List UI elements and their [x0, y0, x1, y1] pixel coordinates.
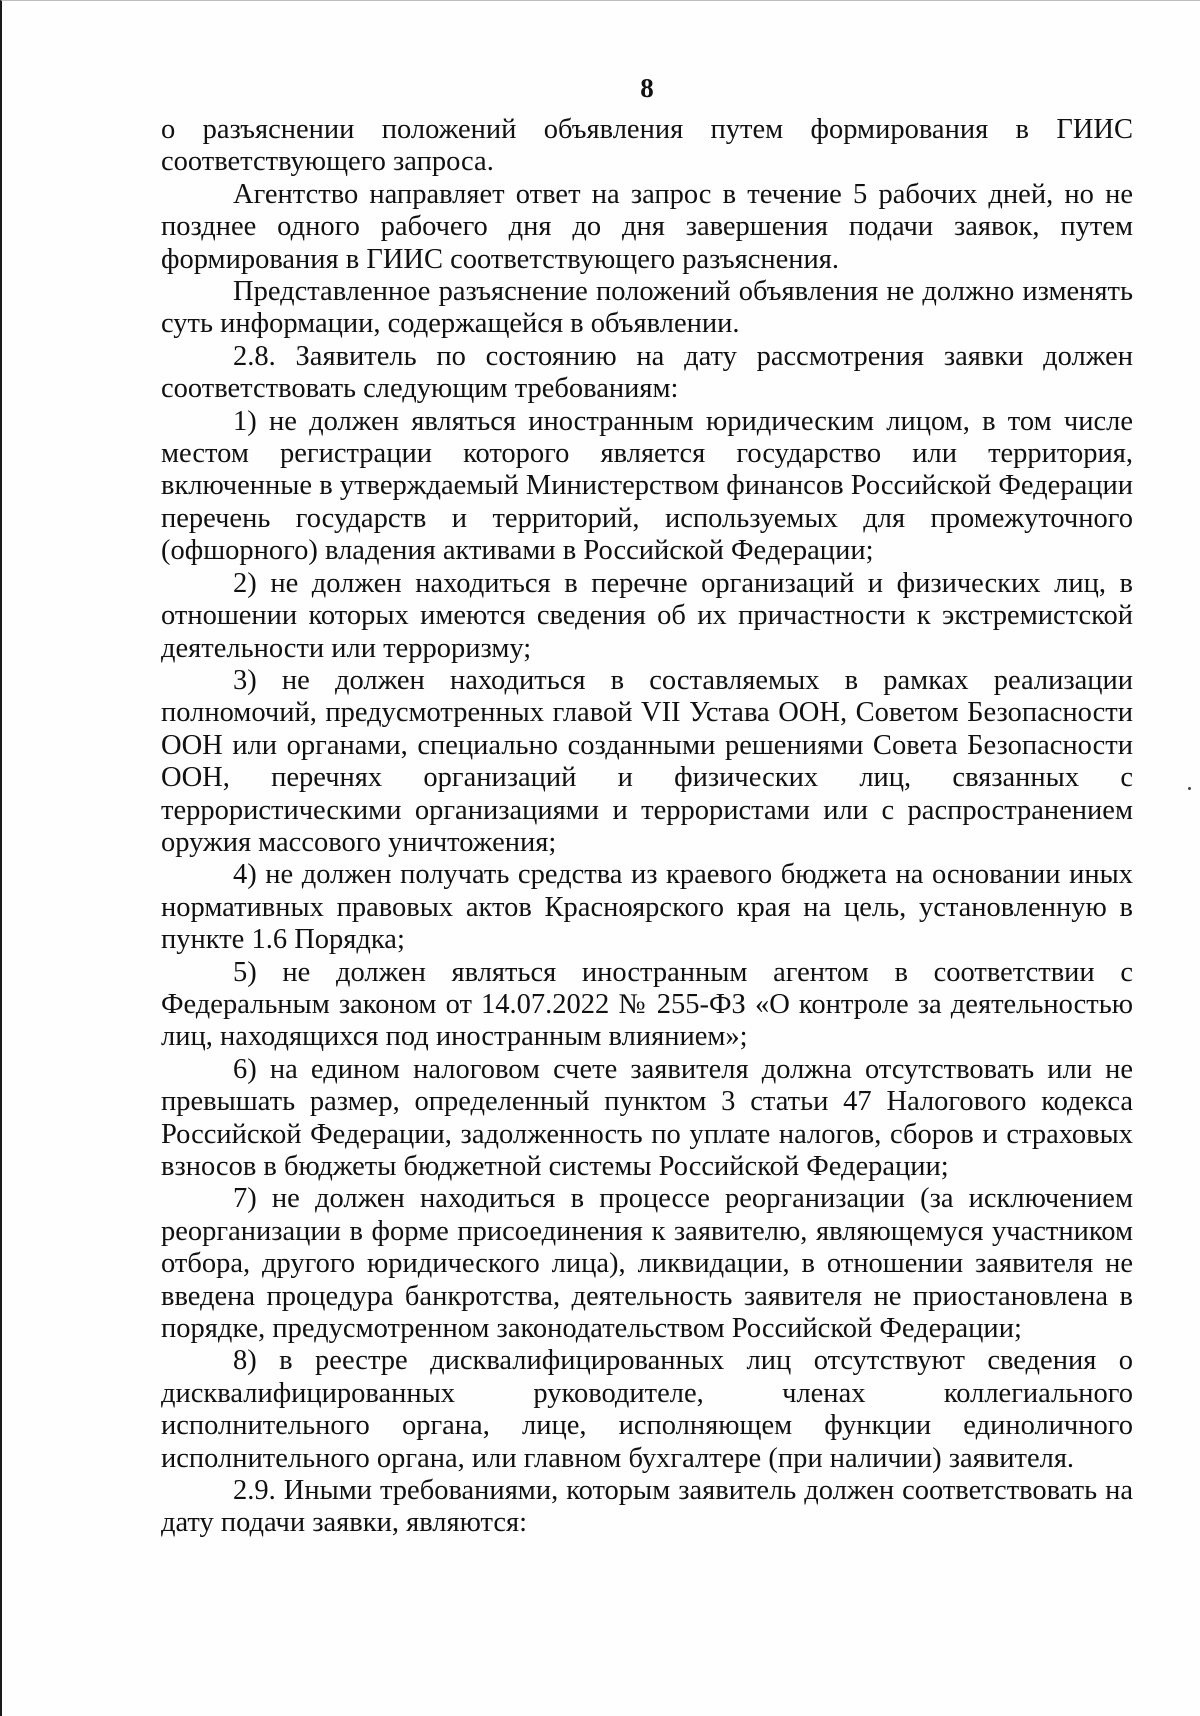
- paragraph-2-8-requirements: 2.8. Заявитель по состоянию на дату рассмотрения заявки должен соответствовать следующим требованиям:: [161, 340, 1133, 405]
- list-item-1: 1) не должен являться иностранным юридическим лицом, в том числе местом регистрации которого является государство или территория, включенные в утверждаемый Министерством финансов Российской Федерации перечень государств и территорий, используемых для промежуточного (офшорного) владения активами в Российской Федерации;: [161, 405, 1133, 567]
- list-item-2: 2) не должен находиться в перечне организаций и физических лиц, в отношении которых имеются сведения об их причастности к экстремистской деятельности или терроризму;: [161, 567, 1133, 664]
- page-number: 8: [640, 73, 654, 103]
- paragraph-agency-response: Агентство направляет ответ на запрос в течение 5 рабочих дней, но не позднее одного рабочего дня до дня завершения подачи заявок, путем формирования в ГИИС соответствующего разъяснения.: [161, 178, 1133, 275]
- scan-speck: [1188, 787, 1191, 790]
- paragraph-continuation: о разъяснении положений объявления путем формирования в ГИИС соответствующего запроса.: [161, 114, 1133, 178]
- paragraph-2-9-other-requirements: 2.9. Иными требованиями, которым заявитель должен соответствовать на дату подачи заявки, являются:: [161, 1475, 1133, 1539]
- list-item-7: 7) не должен находиться в процессе реорганизации (за исключением реорганизации в форме присоединения к заявителю, являющемуся участником отбора, другого юридического лица), ликвидации, в отношении заявителя не введена процедура банкротства, деятельность заявителя не приостановлена в порядке, предусмотренном законодательством Российской Федерации;: [161, 1183, 1133, 1345]
- list-item-3: 3) не должен находиться в составляемых в рамках реализации полномочий, предусмотренных главой VII Устава ООН, Советом Безопасности ООН или органами, специально созданными решениями Совета Безопасности ООН, перечнях организаций и физических лиц, связанных с террористическими организациями и террористами или с распространением оружия массового уничтожения;: [161, 664, 1133, 858]
- document-body: [161, 114, 1133, 1540]
- list-item-6: 6) на едином налоговом счете заявителя должна отсутствовать или не превышать размер, определенный пунктом 3 статьи 47 Налогового кодекса Российской Федерации, задолженность по уплате налогов, сборов и страховых взносов в бюджеты бюджетной системы Российской Федерации;: [161, 1053, 1133, 1182]
- list-item-8: 8) в реестре дисквалифицированных лиц отсутствуют сведения о дисквалифицированных руководителе, членах коллегиального исполнительного органа, лице, исполняющем функции единоличного исполнительного органа, или главном бухгалтере (при наличии) заявителя.: [161, 1345, 1133, 1474]
- list-item-5: 5) не должен являться иностранным агентом в соответствии с Федеральным законом от 14.07.2022 № 255-ФЗ «О контроле за деятельностью лиц, находящихся под иностранным влиянием»;: [161, 956, 1133, 1053]
- paragraph-clarification: Представленное разъяснение положений объявления не должно изменять суть информации, содержащейся в объявлении.: [161, 276, 1133, 340]
- list-item-4: 4) не должен получать средства из краевого бюджета на основании иных нормативных правовых актов Красноярского края на цель, установленную в пункте 1.6 Порядка;: [161, 859, 1133, 956]
